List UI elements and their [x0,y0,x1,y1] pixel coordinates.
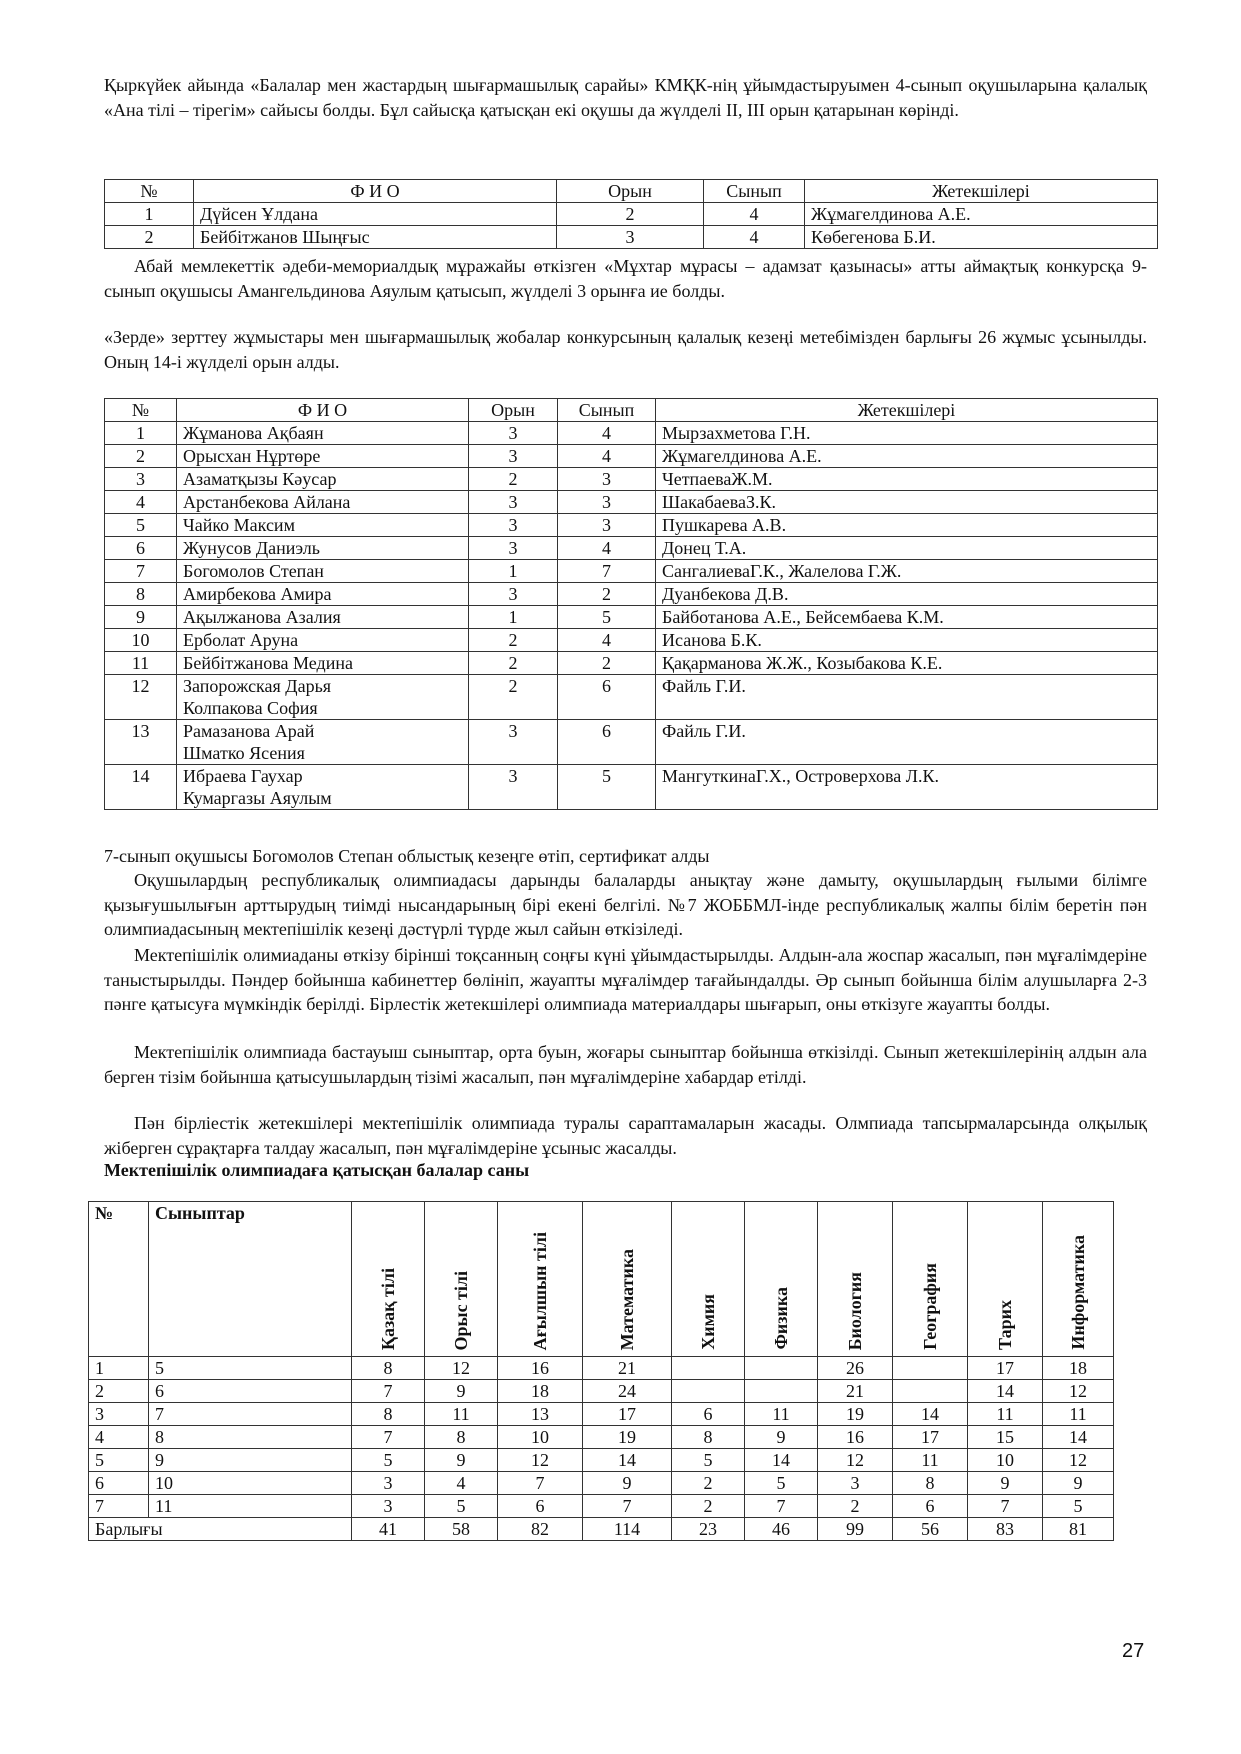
cell-student-name: Амирбекова Амира [177,583,469,606]
cell-count: 17 [968,1357,1043,1380]
header-name: Ф И О [194,180,557,203]
header-subject [672,1202,745,1357]
header-number: № [89,1202,149,1357]
cell-count: 2 [672,1495,745,1518]
table-row [89,1403,1114,1426]
cell-count: 12 [425,1357,498,1380]
cell-student-name: Бейбітжанова Медина [177,652,469,675]
cell-supervisor: Жұмагелдинова А.Е. [656,445,1158,468]
cell-place: 1 [469,560,558,583]
table-row [105,675,1158,720]
cell-count: 11 [1043,1403,1114,1426]
cell-count: 18 [498,1380,583,1403]
cell-count: 18 [1043,1357,1114,1380]
header-subject [583,1202,672,1357]
cell-grade: 7 [558,560,656,583]
cell-count: 16 [818,1426,893,1449]
cell-total: 81 [1043,1518,1114,1541]
cell-number: 13 [105,720,177,765]
table-row [105,226,1158,249]
subject-label: Қазақ тілі [378,1267,398,1350]
header-subject [745,1202,818,1357]
header-grade: Сынып [704,180,805,203]
cell-student-name: Орысхан Нұртөре [177,445,469,468]
subject-label: Орыс тілі [451,1270,471,1350]
cell-student-name: Жұманова Ақбаян [177,422,469,445]
table-row [89,1495,1114,1518]
cell-grade: 4 [558,445,656,468]
cell-count: 11 [745,1403,818,1426]
cell-grade: 3 [558,468,656,491]
total-label: Барлығы [89,1518,352,1541]
cell-grade: 4 [558,537,656,560]
cell-count: 19 [583,1426,672,1449]
paragraph-zerde-contest: «Зерде» зерттеу жұмыстары мен шығармашылық жобалар конкурсының қалалық кезеңі метебімізден барлығы 26 жұмыс ұсынылды. Оның 14-і жүлделі орын алды. [104,327,1147,372]
cell-count [745,1357,818,1380]
cell-number: 5 [105,514,177,537]
cell-supervisor: МангуткинаГ.Х., Островерхова Л.К. [656,765,1158,810]
cell-count: 7 [352,1426,425,1449]
cell-count: 21 [583,1357,672,1380]
cell-count: 10 [498,1426,583,1449]
cell-number: 6 [105,537,177,560]
header-grade: Сынып [558,399,656,422]
table-row [89,1357,1114,1380]
cell-count: 9 [745,1426,818,1449]
cell-number: 3 [89,1403,149,1426]
subject-label: Информатика [1068,1235,1088,1350]
table-header-row [89,1202,1114,1357]
cell-class: 8 [149,1426,352,1449]
cell-place: 3 [469,491,558,514]
cell-supervisor: Мырзахметова Г.Н. [656,422,1158,445]
cell-count: 12 [1043,1380,1114,1403]
table-row [89,1380,1114,1403]
cell-number: 2 [105,445,177,468]
cell-count: 19 [818,1403,893,1426]
table-row [89,1472,1114,1495]
subject-label: Физика [771,1287,791,1350]
cell-total: 83 [968,1518,1043,1541]
cell-count: 3 [818,1472,893,1495]
cell-count: 10 [968,1449,1043,1472]
table-row [105,445,1158,468]
cell-count: 13 [498,1403,583,1426]
cell-count: 7 [352,1380,425,1403]
subject-label: Химия [698,1294,718,1350]
cell-count: 12 [498,1449,583,1472]
cell-grade: 6 [558,720,656,765]
cell-place: 2 [469,675,558,720]
cell-place: 3 [469,583,558,606]
cell-supervisor: Қақарманова Ж.Ж., Козыбакова К.Е. [656,652,1158,675]
cell-total: 58 [425,1518,498,1541]
subject-label: Тарих [995,1300,1015,1350]
cell-number: 1 [89,1357,149,1380]
subject-label: География [920,1263,940,1350]
header-subject [352,1202,425,1357]
cell-count: 14 [583,1449,672,1472]
cell-number: 14 [105,765,177,810]
total-row [89,1518,1114,1541]
header-subject [498,1202,583,1357]
cell-place: 3 [469,422,558,445]
cell-number: 7 [89,1495,149,1518]
table-row [105,468,1158,491]
paragraph-olympiad-stages: Мектепішілік олимпиада бастауыш сыныптар, орта буын, жоғары сыныптар бойынша өткізілді. Сынып жетекшілерінің алдын ала берген тізім бойынша қатысушылардың тізімі жасалып, пән мұғалімдеріне хабардар етілді. [104,1042,1147,1087]
cell-grade: 5 [558,606,656,629]
header-place: Орын [557,180,704,203]
cell-count: 5 [745,1472,818,1495]
cell-count: 9 [968,1472,1043,1495]
cell-number: 8 [105,583,177,606]
cell-number: 3 [105,468,177,491]
table-header-row [105,399,1158,422]
table-row [89,1426,1114,1449]
cell-count: 8 [893,1472,968,1495]
cell-place: 3 [469,514,558,537]
cell-count: 2 [672,1472,745,1495]
award-table-zerde [104,398,1158,810]
cell-total: 41 [352,1518,425,1541]
cell-grade: 3 [558,514,656,537]
cell-count: 9 [583,1472,672,1495]
cell-grade: 6 [558,675,656,720]
table-row [89,1449,1114,1472]
cell-place: 1 [469,606,558,629]
cell-place: 2 [469,468,558,491]
table-row [105,514,1158,537]
cell-count: 9 [425,1449,498,1472]
cell-count: 5 [425,1495,498,1518]
table-row [105,652,1158,675]
subject-label: Биология [845,1271,865,1350]
cell-number: 5 [89,1449,149,1472]
table-header-row [105,180,1158,203]
cell-count: 15 [968,1426,1043,1449]
paragraph-olympiad-organization: Мектепішілік олимиаданы өткізу бірінші тоқсанның соңғы күні ұйымдастырылды. Алдын-ала жоспар жасалып, пән мұғалімдеріне таныстырылды. Пәндер бойынша кабинеттер бөлініп, жауапты мұғалімдер тағайындалды. Әр сынып бойынша білім алушыларға 2-3 пәнге қатысуға мүмкіндік берілді. Бірлестік жетекшілері олимпиада материалдары шығарып, оны өткізуге жауапты болды. [104,945,1147,1014]
cell-grade: 2 [558,583,656,606]
cell-class: 11 [149,1495,352,1518]
cell-count: 5 [352,1449,425,1472]
table-row [105,720,1158,765]
table-row [105,560,1158,583]
cell-count: 12 [818,1449,893,1472]
cell-count: 17 [583,1403,672,1426]
cell-supervisor: Дуанбекова Д.В. [656,583,1158,606]
cell-place: 3 [469,720,558,765]
cell-count: 8 [672,1426,745,1449]
cell-student-name: Ибраева Гаухар Кумаргазы Аяулым [177,765,469,810]
cell-count: 5 [1043,1495,1114,1518]
cell-place: 3 [469,765,558,810]
table-row [105,203,1158,226]
cell-place: 3 [469,537,558,560]
cell-count [745,1380,818,1403]
paragraph-olympiad-purpose: Оқушылардың республикалық олимпиадасы дарынды балаларды анықтау және дамыту, оқушылардың ғылыми білімге қызығушылығын арттырудың тиімді нысандарының бірі екені белгілі. №7 ЖОББМЛ-інде республикалық жалпы білім беретін пән олимпиадасының мектепішілік кезеңі дәстүрлі түрде жыл сайын өткізіледі. [104,870,1147,939]
cell-count: 8 [352,1403,425,1426]
table-row [105,765,1158,810]
cell-student-name: Жунусов Даниэль [177,537,469,560]
cell-number: 10 [105,629,177,652]
paragraph-abai-contest: Абай мемлекеттік әдеби-мемориалдық мұражайы өткізген «Мұхтар мұрасы – адамзат қазынасы» атты аймақтық конкурсқа 9-сынып оқушысы Амангельдинова Аяулым қатысып, жүлделі 3 орынға ие болды. [104,256,1147,301]
cell-class: 9 [149,1449,352,1472]
cell-count: 14 [745,1449,818,1472]
cell-supervisor: Файль Г.И. [656,720,1158,765]
cell-place: 2 [557,203,704,226]
cell-place: 3 [469,445,558,468]
header-name: Ф И О [177,399,469,422]
cell-count: 6 [498,1495,583,1518]
cell-count: 11 [425,1403,498,1426]
header-supervisors: Жетекшілері [656,399,1158,422]
cell-total: 99 [818,1518,893,1541]
cell-count: 14 [1043,1426,1114,1449]
cell-count [672,1380,745,1403]
cell-count: 17 [893,1426,968,1449]
table-row [105,491,1158,514]
cell-count: 16 [498,1357,583,1380]
table-row [105,422,1158,445]
cell-total: 114 [583,1518,672,1541]
cell-total: 82 [498,1518,583,1541]
cell-class: 6 [149,1380,352,1403]
cell-count: 6 [672,1403,745,1426]
cell-supervisor: Исанова Б.К. [656,629,1158,652]
cell-student-name: Дүйсен Ұлдана [194,203,557,226]
header-subject [1043,1202,1114,1357]
cell-count: 7 [498,1472,583,1495]
header-place: Орын [469,399,558,422]
paragraph-olympiad-analysis: Пән бірлiестік жетекшілері мектепішілік олимпиада туралы сараптамаларын жасады. Олмпиада тапсырмаларсында олқылық жіберген сұрақтарға талдау жасалып, пән мұғалімдеріне ұсыныс жасалды. [104,1113,1147,1158]
paragraph-intro: Қыркүйек айында «Балалар мен жастардың шығармашылық сарайы» КМҚК-нің ұйымдастыруымен 4-сынып оқушыларына қалалық «Ана тілі – тірегім» сайысы болды. Бұл сайысқа қатысқан екі оқушы да жүлделі II, III орын қатарынан көрінді. [104,75,1147,120]
cell-student-name: Арстанбекова Айлана [177,491,469,514]
cell-count: 14 [968,1380,1043,1403]
cell-count [893,1357,968,1380]
cell-count: 14 [893,1403,968,1426]
cell-supervisor: Файль Г.И. [656,675,1158,720]
cell-number: 1 [105,203,194,226]
cell-number: 2 [89,1380,149,1403]
cell-grade: 3 [558,491,656,514]
cell-count: 3 [352,1495,425,1518]
cell-number: 4 [89,1426,149,1449]
cell-student-name: Богомолов Степан [177,560,469,583]
cell-count: 11 [968,1403,1043,1426]
cell-count: 4 [425,1472,498,1495]
cell-count: 11 [893,1449,968,1472]
cell-count: 12 [1043,1449,1114,1472]
cell-count: 7 [745,1495,818,1518]
cell-student-name: Ерболат Аруна [177,629,469,652]
cell-grade: 4 [704,226,805,249]
cell-total: 56 [893,1518,968,1541]
cell-number: 9 [105,606,177,629]
cell-grade: 4 [558,629,656,652]
cell-number: 7 [105,560,177,583]
table-row [105,629,1158,652]
cell-count: 21 [818,1380,893,1403]
cell-number: 11 [105,652,177,675]
cell-grade: 4 [558,422,656,445]
subject-label: Ағылшын тілі [530,1231,550,1350]
cell-count: 8 [425,1426,498,1449]
cell-count: 2 [818,1495,893,1518]
cell-class: 5 [149,1357,352,1380]
table-row [105,537,1158,560]
cell-place: 3 [557,226,704,249]
cell-number: 1 [105,422,177,445]
cell-supervisor: Пушкарева А.В. [656,514,1158,537]
award-table-mother-tongue [104,179,1158,249]
cell-supervisor: СангалиеваГ.К., Жалелова Г.Ж. [656,560,1158,583]
cell-supervisor: Байботанова А.Е., Бейсембаева К.М. [656,606,1158,629]
cell-student-name: Бейбітжанов Шыңғыс [194,226,557,249]
cell-supervisor: ШакабаеваЗ.К. [656,491,1158,514]
cell-grade: 2 [558,652,656,675]
header-subject [818,1202,893,1357]
cell-count: 6 [893,1495,968,1518]
table-row [105,583,1158,606]
cell-supervisor: Көбегенова Б.И. [805,226,1158,249]
header-number: № [105,399,177,422]
cell-count: 3 [352,1472,425,1495]
cell-count: 9 [1043,1472,1114,1495]
paragraph-regional-note: 7-сынып оқушысы Богомолов Степан облыстық кезеңге өтіп, сертификат алды [104,846,710,866]
cell-number: 2 [105,226,194,249]
cell-count: 24 [583,1380,672,1403]
cell-count: 8 [352,1357,425,1380]
cell-supervisor: Донец Т.А. [656,537,1158,560]
cell-place: 2 [469,629,558,652]
participants-table [88,1201,1114,1541]
cell-count [893,1380,968,1403]
section-heading-participants: Мектепішілік олимпиадаға қатысқан балалар саны [104,1160,530,1180]
cell-number: 4 [105,491,177,514]
cell-student-name: Ақылжанова Азалия [177,606,469,629]
cell-class: 10 [149,1472,352,1495]
cell-count [672,1357,745,1380]
cell-number: 12 [105,675,177,720]
subject-label: Математика [617,1248,637,1350]
cell-grade: 5 [558,765,656,810]
cell-count: 5 [672,1449,745,1472]
header-subject [968,1202,1043,1357]
header-number: № [105,180,194,203]
cell-count: 7 [968,1495,1043,1518]
cell-student-name: Запорожская Дарья Колпакова София [177,675,469,720]
header-classes: Сыныптар [149,1202,352,1357]
header-subject [425,1202,498,1357]
cell-grade: 4 [704,203,805,226]
cell-student-name: Чайко Максим [177,514,469,537]
cell-total: 23 [672,1518,745,1541]
cell-student-name: Рамазанова Арай Шматко Ясения [177,720,469,765]
page-number: 27 [1122,1640,1145,1662]
cell-count: 7 [583,1495,672,1518]
cell-class: 7 [149,1403,352,1426]
cell-place: 2 [469,652,558,675]
header-subject [893,1202,968,1357]
cell-count: 26 [818,1357,893,1380]
cell-supervisor: ЧетпаеваЖ.М. [656,468,1158,491]
cell-number: 6 [89,1472,149,1495]
cell-supervisor: Жұмагелдинова А.Е. [805,203,1158,226]
cell-student-name: Азаматқызы Кәусар [177,468,469,491]
header-supervisors: Жетекшілері [805,180,1158,203]
cell-count: 9 [425,1380,498,1403]
table-row [105,606,1158,629]
cell-total: 46 [745,1518,818,1541]
